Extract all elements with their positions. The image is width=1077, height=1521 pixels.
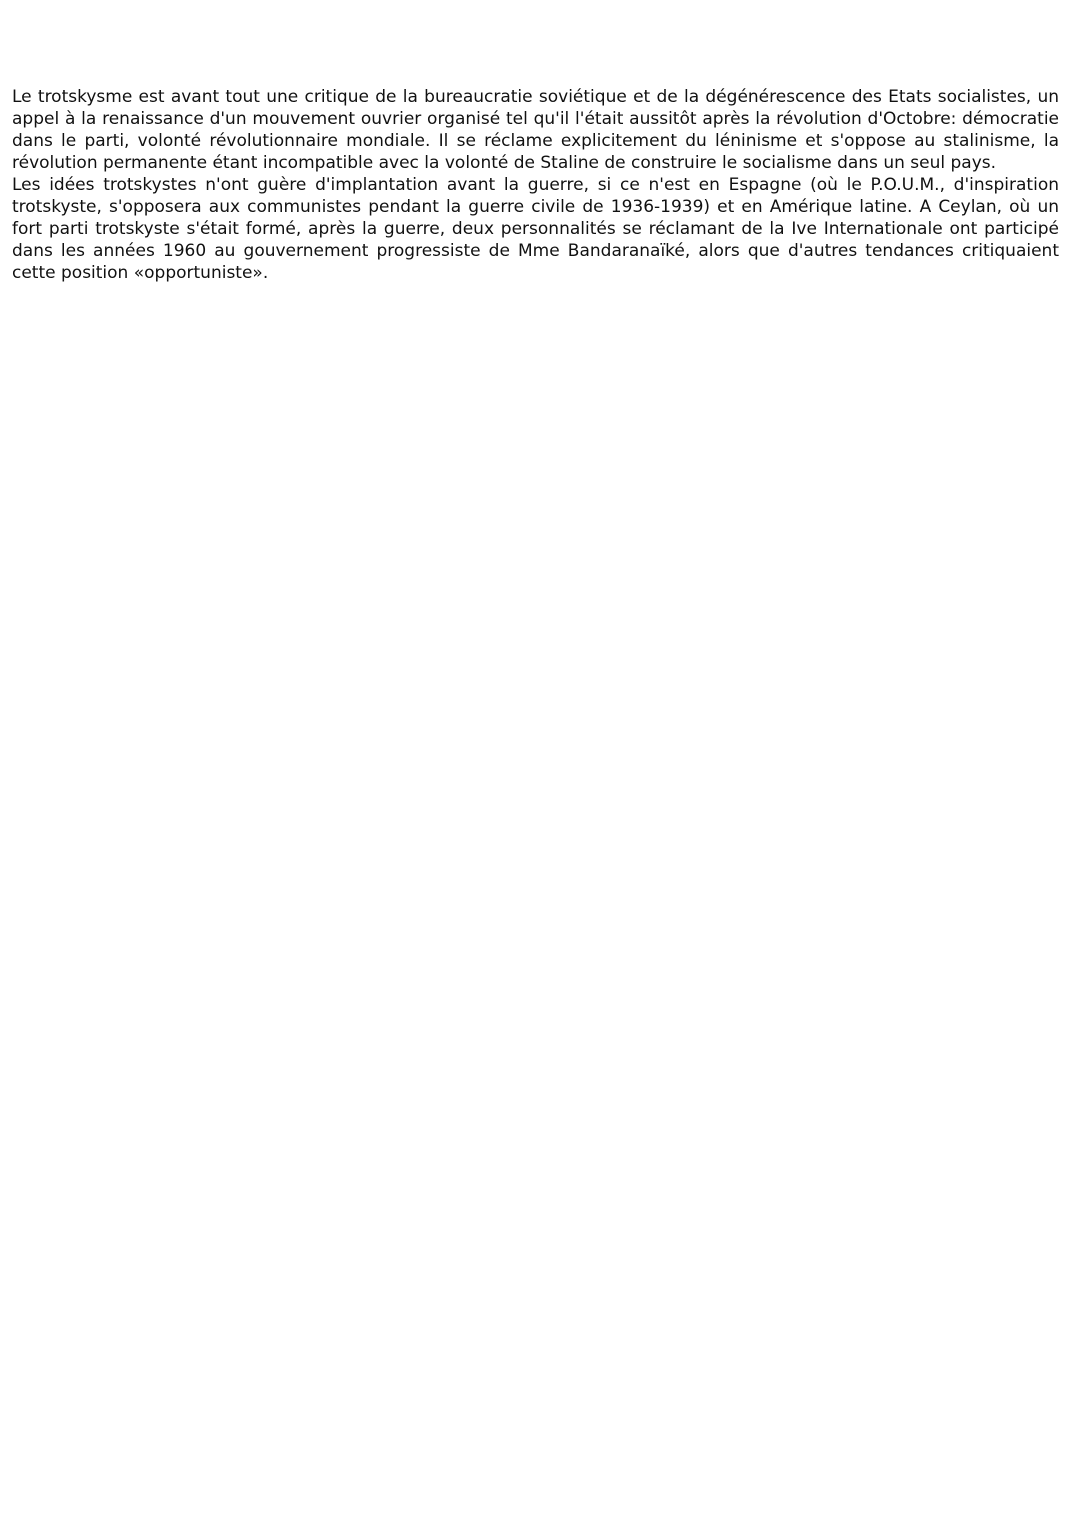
document-body — [12, 86, 1059, 284]
paragraph-trotskysme-definition: Le trotskysme est avant tout une critique de la bureaucratie soviétique et de la dégénérescence des Etats socialistes, un appel à la renaissance d'un mouvement ouvrier organisé tel qu'il l'était aussitôt après la révolution d'Octobre: démocratie dans le parti, volonté révolutionnaire mondiale. Il se réclame explicitement du léninisme et s'oppose au stalinisme, la révolution permanente étant incompatible avec la volonté de Staline de construire le socialisme dans un seul pays. — [12, 87, 1059, 173]
paragraph-trotskyste-implantation: Les idées trotskystes n'ont guère d'implantation avant la guerre, si ce n'est en Espagne (où le P.O.U.M., d'inspiration trotskyste, s'opposera aux communistes pendant la guerre civile de 1936-1939) et en Amérique latine. A Ceylan, où un fort parti trotskyste s'était formé, après la guerre, deux personnalités se réclamant de la Ive Internationale ont participé dans les années 1960 au gouvernement progressiste de Mme Bandaranaïké, alors que d'autres tendances critiquaient cette position «opportuniste». — [12, 175, 1059, 283]
